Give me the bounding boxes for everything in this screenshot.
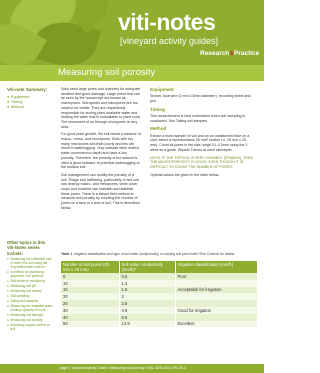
table-cell: Good for irrigation (175, 307, 257, 314)
summary-item-method[interactable]: ● Method (7, 104, 24, 110)
table-cell: 1.5 (119, 287, 175, 294)
column-header: Soil water conductivity (mm/h)* (119, 261, 175, 273)
topic-link[interactable]: ● Soil moisture monitoring (7, 279, 45, 284)
table-cell: 3.5 (119, 300, 175, 307)
table-cell: 8.6 (119, 314, 175, 321)
bullet-icon: ● (7, 317, 9, 322)
table-cell: 10 (61, 280, 119, 287)
bullet-icon: ● (7, 289, 9, 294)
porosity-table (61, 261, 257, 327)
table-header-row (61, 261, 257, 273)
bullet-icon: ● (7, 298, 9, 303)
table-cell: 40 (61, 314, 119, 321)
table-cell: 1.2 (119, 280, 175, 287)
bullet-icon: ● (7, 322, 9, 327)
topics-heading: Other topics in this Viti-Notes series include: (7, 240, 46, 256)
method-column (150, 87, 255, 180)
table-cell (175, 293, 257, 300)
intro-column (61, 87, 141, 214)
table-cell: 2 (119, 293, 175, 300)
series-title: viti-notes (118, 9, 216, 35)
note-text: NOTE: IF THE TOPSOIL IS VERY CRUMBLY (FRIABLE), THEN THE MACROPOROSITY IS GOOD, EVEN THOUGH IT IS DIFFICULT TO COUNT THE NUMBER OF PORES. (150, 155, 253, 169)
bullet-icon: ● (7, 312, 9, 317)
page-title: Measuring soil porosity (58, 67, 156, 78)
timing-heading: Timing (150, 106, 165, 112)
method-text: Extract a moist sample of soil and on an undisturbed face on a clod, select a representative 25 mm² section i.e. 25 mm x 25 mm). Count all pores in the size range 0.1-0.5mm using the 2 wires as a guide. Repeat 3 times at each site/depth. (150, 133, 250, 152)
summary-item-equipment[interactable]: ● Equipment (7, 93, 30, 99)
table-row (61, 300, 257, 307)
table-cell: 0.6 (119, 273, 175, 280)
topic-link[interactable]: ● Measuring the available water holding capacity of a soil (7, 303, 53, 312)
timing-text: This measurement is best undertaken when soil sampling is conducted. See Taking soil samples. (150, 114, 246, 123)
column-header: Number of soil pores (25 mm x 25 mm) (61, 261, 119, 273)
topic-link[interactable]: ● Measuring soil salinity (7, 289, 42, 294)
table-cell: 15 (61, 287, 119, 294)
table-cell: 25 (61, 300, 119, 307)
method-heading: Method (150, 126, 167, 132)
optimal-text: Optimal values are given in the table below. (150, 172, 220, 177)
table-caption: Table 1. Irrigation classification and type of soil water (soil/porosity) on varying soil pore levels *See Cockroft for details. (61, 252, 236, 256)
series-subtitle: [vineyard activity guides] (120, 36, 219, 46)
table-cell: Acceptable for irrigation (175, 287, 257, 294)
bullet-icon: ● (7, 93, 10, 99)
bullet-icon: ● (7, 256, 9, 261)
bullet-icon: ● (7, 279, 9, 284)
table-cell: 30 (61, 307, 119, 314)
intro-paragraph: Soils need large pores and channels for adequate aeration and good drainage. Large pores that can be seen by the human eye are known as macropores. Micropores and micropores are too small to be visible. They are respectively responsible for storing plant-available water and holding the water that is unavailable to plant roots. The movement of air through micropores is very slow. (61, 87, 141, 129)
header-banner (0, 0, 264, 65)
table-row (61, 293, 257, 300)
table-row (61, 321, 257, 328)
topic-link[interactable]: ● Measuring soil strength (7, 312, 44, 317)
table-cell (175, 300, 257, 307)
topic-link[interactable]: ● Taking soil samples (7, 298, 39, 303)
column-header: Irrigation classification (mm/h) (175, 261, 257, 273)
summary-item-timing[interactable]: ● Timing (7, 99, 23, 104)
table-cell: Poor (175, 273, 257, 280)
intro-paragraph: Soil management can modify the porosity of a soil. Tillage and trafficking, particularly of wet soil, can destroy macro- and mesopores, while cover crops and mulches can maintain and stabilise these pores. There is a simple field method to measure soil porosity by counting the number of pores on a face of a clod of soil. This is described below. (61, 172, 140, 210)
topic-link[interactable]: ● Improving organic carbon in soil (7, 322, 50, 331)
bullet-icon: ● (7, 293, 9, 298)
equipment-text: Shovel, fuse wire (2 mm 0.5mm diameter), recording sheet and pen. (150, 94, 251, 103)
table-cell: Excellent (175, 321, 257, 328)
summary-sidebar (7, 87, 52, 110)
topic-link[interactable]: ● Measuring the infiltration rate of water into soil using the ring infiltrometer method (7, 256, 52, 270)
bullet-icon: ● (7, 99, 10, 104)
topic-link[interactable]: ● Measuring soil sodicity (7, 317, 43, 322)
footer-text: page 1 Vineyard Activity Guides: Measuring soil porosity ISSN 1829-0201 DPI-1913 (60, 366, 186, 370)
table-row (61, 287, 257, 294)
table-row (61, 280, 257, 287)
brand-logo: Research&Practice (200, 50, 260, 57)
topic-link[interactable]: ● Soil sampling (7, 293, 30, 298)
table-row (61, 314, 257, 321)
table-cell: 20 (61, 293, 119, 300)
table-cell (175, 314, 257, 321)
table-row (61, 273, 257, 280)
table-row (61, 307, 257, 314)
equipment-heading: Equipment (150, 87, 174, 92)
summary-heading: Viti-note Summary: (7, 87, 48, 92)
table-cell: 50 (61, 321, 119, 328)
topic-link[interactable]: ● A method for assessing grapevine root systems (7, 270, 44, 279)
table-cell: 0 (61, 273, 119, 280)
bullet-icon: ● (7, 270, 9, 275)
table-cell (175, 280, 257, 287)
table-cell: 4.9 (119, 307, 175, 314)
intro-paragraph: For good plant growth, the soil needs a balance of macro-, meso- and micropores. Soils with too many micropores will drain poorly and this will result in waterlogging. Clay subsoils often restrict water movement to depth and have a low porosity. Therefore, the porosity of the subsoil is often a good indicator of potential waterlogging of the surface soil. (61, 132, 141, 170)
bullet-icon: ● (7, 284, 9, 289)
table-cell: 12.9 (119, 321, 175, 328)
topic-link[interactable]: ● Measuring soil pH (7, 284, 36, 289)
other-topics (7, 240, 53, 332)
bullet-icon: ● (7, 303, 9, 308)
bullet-icon: ● (7, 104, 10, 110)
